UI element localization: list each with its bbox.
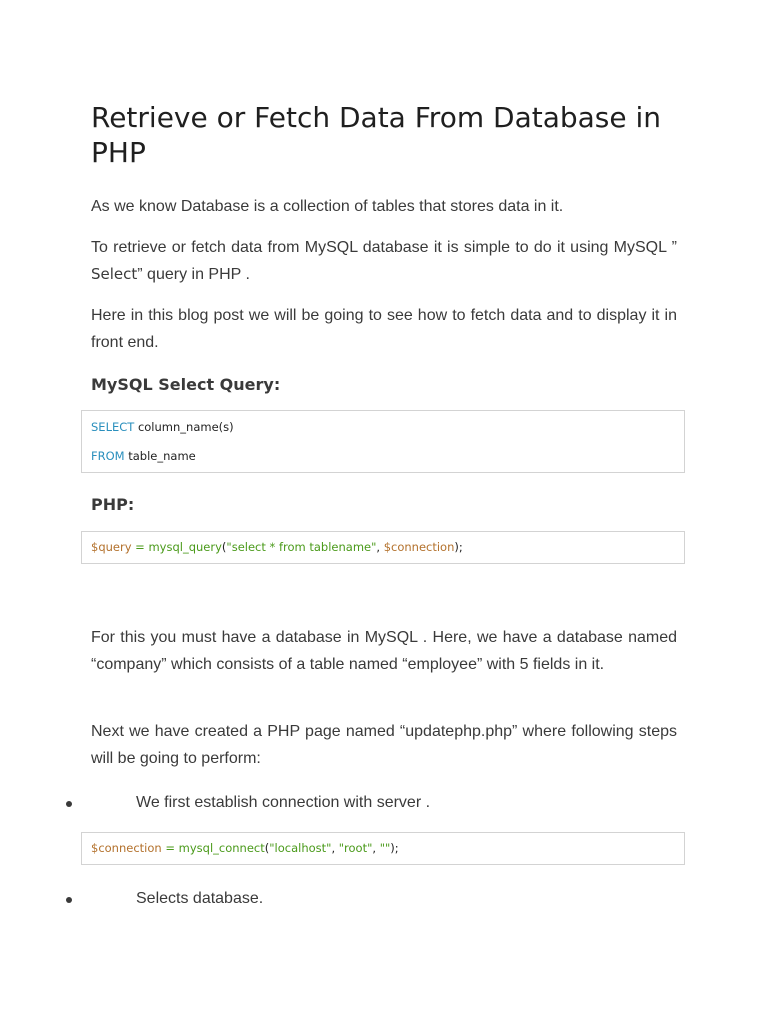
code-comma: , [331,841,339,855]
code-var-connection: $connection [91,841,162,855]
bullet-dot-icon [66,897,72,903]
company-paragraph: For this you must have a database in MySQL . Here, we have a database named “company” which consists of a table named “employee” with 5 fields in it. [91,629,677,673]
code-string-user: "root" [338,841,373,855]
code-var-connection: $connection [383,540,455,554]
code-paren-open: ( [264,841,270,855]
intro-2-text-before: To retrieve or fetch data from MySQL database it is simple to do it using MySQL ” [91,239,677,256]
php-heading: PHP: [91,495,135,514]
sql-select-columns: column_name(s) [134,420,234,434]
intro-paragraph-1: As we know Database is a collection of tables that stores data in it. [91,198,564,215]
code-comma: , [372,841,380,855]
php-query-code-line [91,540,463,554]
list-item [0,791,768,815]
bullet-text-select-db: Selects database. [136,890,264,907]
code-string-host: "localhost" [269,841,332,855]
sql-code-line-1 [91,420,234,434]
intro-2-text-after: ” query in PHP . [137,266,250,283]
sql-select-keyword: SELECT [91,420,135,434]
code-paren-close: ); [390,841,399,855]
sql-from-table: table_name [124,449,196,463]
code-fn-mysql-connect: mysql_connect [178,841,265,855]
article-title: Retrieve or Fetch Data From Database in PHP [91,101,662,169]
list-item [0,887,768,911]
code-string-query: "select * from tablename" [226,540,377,554]
php-connect-code-line [91,841,399,855]
bullet-dot-icon [66,801,72,807]
code-string-password: "" [379,841,391,855]
bullet-text-connect: We first establish connection with server . [136,794,431,811]
code-var-query: $query [91,540,132,554]
code-fn-mysql-query: mysql_query [148,540,222,554]
sql-code-block [81,410,685,473]
sql-from-keyword: FROM [91,449,125,463]
code-comma: , [376,540,384,554]
code-paren-close: ); [454,540,463,554]
sql-code-line-2 [91,449,196,463]
php-query-code-block [81,531,685,564]
intro-paragraph-2 [91,234,677,288]
code-assign: = [161,841,179,855]
code-assign: = [131,540,149,554]
intro-paragraph-3: Here in this blog post we will be going to see how to fetch data and to display it in front end. [91,307,677,351]
php-connect-code-block [81,832,685,865]
next-steps-paragraph: Next we have created a PHP page named “updatephp.php” where following steps will be going to perform: [91,723,677,767]
mysql-select-heading: MySQL Select Query: [91,375,281,394]
intro-2-inline-code: Select [91,265,138,283]
code-paren-open: ( [221,540,227,554]
